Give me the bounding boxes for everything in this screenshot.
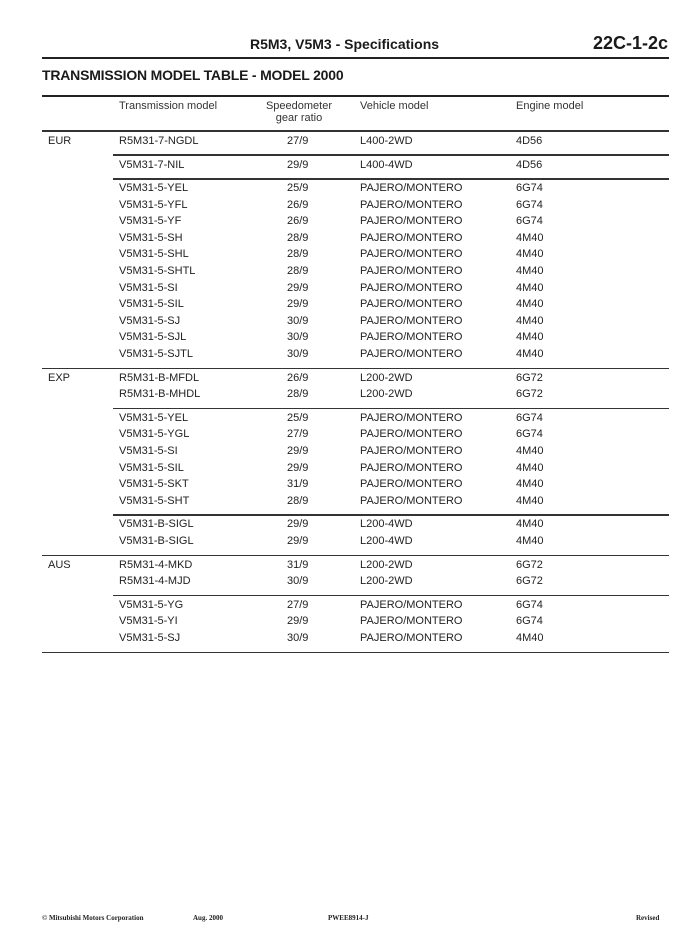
table-row — [0, 282, 700, 299]
table-row — [0, 182, 700, 199]
engine-model-cell: 4M40 — [516, 314, 544, 327]
transmission-model-cell: V5M31-B-SIGL — [119, 518, 194, 531]
vehicle-model-cell: PAJERO/MONTERO — [360, 428, 463, 441]
engine-model-cell: 4D56 — [516, 135, 543, 147]
table-row — [0, 445, 700, 462]
gear-ratio-cell: 27/9 — [287, 598, 309, 611]
transmission-model-cell: V5M31-5-SHTL — [119, 265, 196, 277]
gear-ratio-cell: 29/9 — [287, 281, 309, 294]
table-row — [0, 199, 700, 216]
col-header-speedometer — [263, 100, 335, 124]
transmission-model-cell: V5M31-5-SKT — [119, 478, 189, 491]
group-separator-rule — [113, 595, 669, 597]
table-row — [0, 135, 700, 152]
engine-model-cell: 4M40 — [516, 298, 544, 311]
vehicle-model-cell: L200-2WD — [360, 371, 413, 384]
gear-ratio-cell: 30/9 — [287, 575, 309, 588]
vehicle-model-cell: PAJERO/MONTERO — [360, 314, 463, 327]
engine-model-cell: 4M40 — [516, 478, 544, 491]
transmission-model-cell: V5M31-B-SIGL — [119, 535, 194, 547]
gear-ratio-cell: 31/9 — [287, 478, 309, 491]
transmission-model-cell: V5M31-5-YEL — [119, 182, 189, 194]
region-separator-rule — [42, 368, 669, 370]
table-row — [0, 388, 700, 405]
vehicle-model-cell: PAJERO/MONTERO — [360, 182, 463, 194]
col-header-speedometer-line1: Speedometer — [265, 100, 333, 112]
engine-model-cell: 6G72 — [516, 371, 543, 384]
transmission-model-cell: V5M31-5-SIL — [119, 298, 184, 311]
table-row — [0, 518, 700, 535]
vehicle-model-cell: PAJERO/MONTERO — [360, 331, 463, 344]
vehicle-model-cell: L200-2WD — [360, 558, 413, 571]
table-row — [0, 348, 700, 365]
gear-ratio-cell: 29/9 — [287, 445, 309, 457]
col-header-engine-model: Engine model — [516, 100, 584, 112]
footer-doc-code: PWEE8914-J — [328, 914, 369, 922]
transmission-model-cell: V5M31-7-NIL — [119, 159, 185, 171]
transmission-model-cell: V5M31-5-SIL — [119, 461, 184, 474]
vehicle-model-cell: PAJERO/MONTERO — [360, 231, 463, 244]
table-row — [0, 298, 700, 315]
gear-ratio-cell: 29/9 — [287, 518, 309, 531]
gear-ratio-cell: 29/9 — [287, 159, 309, 171]
table-top-rule — [42, 95, 669, 97]
vehicle-model-cell: PAJERO/MONTERO — [360, 632, 463, 644]
vehicle-model-cell: PAJERO/MONTERO — [360, 215, 463, 228]
gear-ratio-cell: 29/9 — [287, 615, 309, 628]
table-row — [0, 215, 700, 232]
table-row — [0, 478, 700, 495]
vehicle-model-cell: L200-2WD — [360, 575, 413, 588]
transmission-model-cell: V5M31-5-YF — [119, 215, 182, 228]
engine-model-cell: 6G74 — [516, 215, 543, 228]
engine-model-cell: 4M40 — [516, 535, 544, 547]
transmission-model-cell: V5M31-5-YI — [119, 615, 178, 628]
transmission-model-cell: V5M31-5-YG — [119, 598, 184, 611]
footer-copyright: © Mitsubishi Motors Corporation — [42, 914, 144, 922]
vehicle-model-cell: PAJERO/MONTERO — [360, 411, 463, 424]
gear-ratio-cell: 27/9 — [287, 428, 309, 441]
vehicle-model-cell: L200-2WD — [360, 388, 413, 401]
table-row — [0, 265, 700, 282]
table-row — [0, 615, 700, 632]
engine-model-cell: 6G74 — [516, 411, 543, 424]
transmission-model-cell: R5M31-4-MKD — [119, 558, 193, 571]
region-separator-rule — [42, 555, 669, 557]
engine-model-cell: 4M40 — [516, 248, 544, 261]
group-separator-rule — [113, 178, 669, 180]
vehicle-model-cell: PAJERO/MONTERO — [360, 348, 463, 360]
engine-model-cell: 6G74 — [516, 182, 543, 194]
vehicle-model-cell: PAJERO/MONTERO — [360, 298, 463, 311]
vehicle-model-cell: PAJERO/MONTERO — [360, 248, 463, 261]
engine-model-cell: 6G72 — [516, 575, 543, 588]
table-row — [0, 372, 700, 389]
gear-ratio-cell: 26/9 — [287, 198, 309, 211]
gear-ratio-cell: 28/9 — [287, 388, 309, 401]
gear-ratio-cell: 30/9 — [287, 632, 309, 644]
col-header-vehicle-model: Vehicle model — [360, 100, 429, 112]
transmission-model-cell: V5M31-5-SJL — [119, 331, 187, 344]
table-row — [0, 559, 700, 576]
engine-model-cell: 4M40 — [516, 281, 544, 294]
transmission-model-cell: R5M31-4-MJD — [119, 575, 191, 588]
table-row — [0, 412, 700, 429]
table-row — [0, 535, 700, 552]
engine-model-cell: 6G74 — [516, 428, 543, 441]
table-row — [0, 248, 700, 265]
gear-ratio-cell: 29/9 — [287, 298, 309, 311]
section-title: TRANSMISSION MODEL TABLE - MODEL 2000 — [42, 67, 344, 83]
vehicle-model-cell: PAJERO/MONTERO — [360, 461, 463, 474]
vehicle-model-cell: L400-4WD — [360, 159, 413, 171]
transmission-model-cell: V5M31-5-SI — [119, 281, 178, 294]
transmission-model-cell: V5M31-5-YEL — [119, 411, 189, 424]
gear-ratio-cell: 28/9 — [287, 265, 309, 277]
transmission-model-cell: V5M31-5-SJ — [119, 632, 181, 644]
transmission-model-cell: V5M31-5-SHL — [119, 248, 189, 261]
page-number: 22C-1-2c — [592, 33, 668, 53]
table-row — [0, 428, 700, 445]
vehicle-model-cell: PAJERO/MONTERO — [360, 478, 463, 491]
engine-model-cell: 4M40 — [516, 632, 544, 644]
vehicle-model-cell: PAJERO/MONTERO — [360, 198, 463, 211]
vehicle-model-cell: PAJERO/MONTERO — [360, 445, 463, 457]
transmission-model-cell: V5M31-5-SJ — [119, 314, 181, 327]
gear-ratio-cell: 30/9 — [287, 314, 309, 327]
vehicle-model-cell: PAJERO/MONTERO — [360, 281, 463, 294]
footer-status: Revised — [636, 914, 660, 922]
vehicle-model-cell: PAJERO/MONTERO — [360, 598, 463, 611]
transmission-model-cell: V5M31-5-SI — [119, 445, 178, 457]
col-header-speedometer-line2: gear ratio — [275, 112, 323, 124]
table-row — [0, 632, 700, 649]
region-separator-rule — [42, 652, 669, 654]
gear-ratio-cell: 29/9 — [287, 461, 309, 474]
engine-model-cell: 6G72 — [516, 558, 543, 571]
gear-ratio-cell: 27/9 — [287, 135, 309, 147]
vehicle-model-cell: PAJERO/MONTERO — [360, 265, 463, 277]
gear-ratio-cell: 29/9 — [287, 535, 309, 547]
transmission-model-cell: R5M31-B-MHDL — [119, 388, 201, 401]
vehicle-model-cell: L200-4WD — [360, 518, 413, 531]
vehicle-model-cell: PAJERO/MONTERO — [360, 615, 463, 628]
engine-model-cell: 6G74 — [516, 598, 543, 611]
gear-ratio-cell: 28/9 — [287, 231, 309, 244]
gear-ratio-cell: 31/9 — [287, 558, 309, 571]
gear-ratio-cell: 28/9 — [287, 248, 309, 261]
table-row — [0, 331, 700, 348]
page-header-title: R5M3, V5M3 - Specifications — [250, 36, 440, 52]
transmission-model-cell: V5M31-5-YFL — [119, 198, 188, 211]
gear-ratio-cell: 25/9 — [287, 411, 309, 424]
engine-model-cell: 4M40 — [516, 518, 544, 531]
region-cell: EUR — [48, 135, 72, 147]
vehicle-model-cell: PAJERO/MONTERO — [360, 494, 463, 507]
header-bottom-rule — [42, 130, 669, 132]
engine-model-cell: 4M40 — [516, 494, 544, 507]
gear-ratio-cell: 25/9 — [287, 182, 309, 194]
region-cell: AUS — [48, 558, 71, 571]
table-row — [0, 159, 700, 176]
engine-model-cell: 6G74 — [516, 615, 543, 628]
col-header-transmission-model: Transmission model — [119, 100, 218, 112]
vehicle-model-cell: L200-4WD — [360, 535, 413, 547]
transmission-model-cell: R5M31-B-MFDL — [119, 371, 200, 384]
group-separator-rule — [113, 514, 669, 516]
engine-model-cell: 4M40 — [516, 461, 544, 474]
engine-model-cell: 4M40 — [516, 348, 544, 360]
table-row — [0, 495, 700, 512]
footer-date: Aug. 2000 — [193, 914, 223, 922]
vehicle-model-cell: L400-2WD — [360, 135, 413, 147]
header-rule — [42, 57, 669, 59]
transmission-model-cell: V5M31-5-YGL — [119, 428, 190, 441]
group-separator-rule — [113, 408, 669, 410]
gear-ratio-cell: 26/9 — [287, 371, 309, 384]
engine-model-cell: 4M40 — [516, 231, 544, 244]
region-cell: EXP — [48, 371, 71, 384]
group-separator-rule — [113, 154, 669, 156]
gear-ratio-cell: 28/9 — [287, 494, 309, 507]
table-row — [0, 232, 700, 249]
engine-model-cell: 4M40 — [516, 265, 544, 277]
engine-model-cell: 4D56 — [516, 159, 543, 171]
table-row — [0, 575, 700, 592]
gear-ratio-cell: 30/9 — [287, 348, 309, 360]
engine-model-cell: 4M40 — [516, 331, 544, 344]
table-row — [0, 599, 700, 616]
engine-model-cell: 4M40 — [516, 445, 544, 457]
engine-model-cell: 6G72 — [516, 388, 543, 401]
transmission-model-cell: V5M31-5-SHT — [119, 494, 190, 507]
transmission-model-cell: R5M31-7-NGDL — [119, 135, 199, 147]
gear-ratio-cell: 26/9 — [287, 215, 309, 228]
table-row — [0, 462, 700, 479]
table-row — [0, 315, 700, 332]
transmission-model-cell: V5M31-5-SJTL — [119, 348, 193, 360]
transmission-model-cell: V5M31-5-SH — [119, 231, 183, 244]
engine-model-cell: 6G74 — [516, 198, 543, 211]
gear-ratio-cell: 30/9 — [287, 331, 309, 344]
